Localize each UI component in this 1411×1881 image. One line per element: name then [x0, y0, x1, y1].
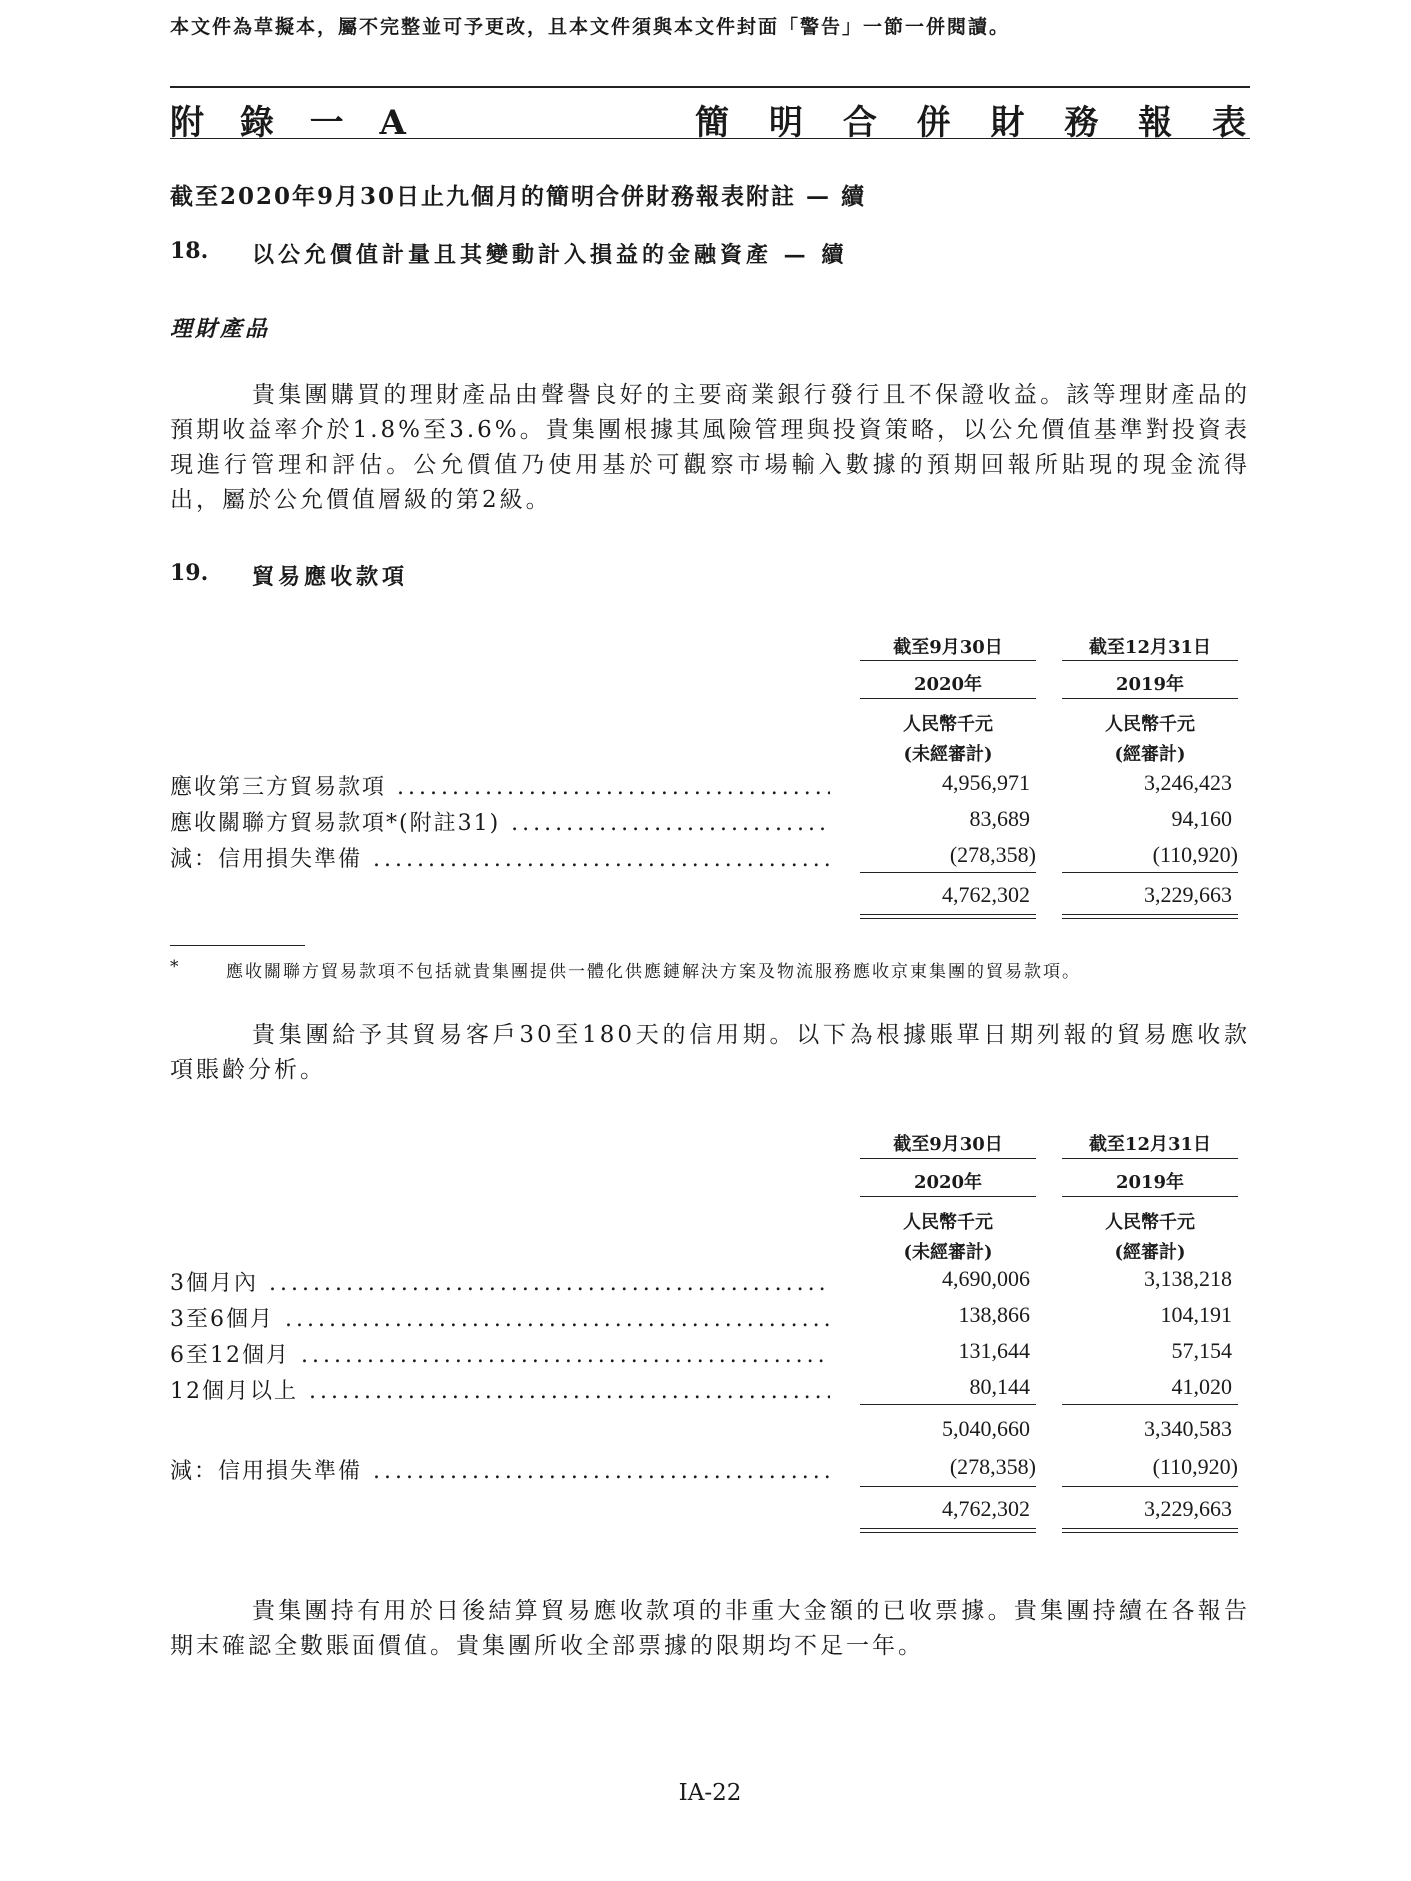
footnote-text: 應收關聯方貿易款項不包括就貴集團提供一體化供應鏈解決方案及物流服務應收京東集團的貿易款項。 — [226, 962, 1081, 982]
t2-row-value: 138,866 — [958, 1302, 1030, 1327]
t2-row-value: 41,020 — [1171, 1374, 1232, 1399]
document-page — [170, 0, 1260, 1881]
appendix-label: 附 錄 一 A — [170, 103, 418, 143]
page-subtitle: 截至2020年9月30日止九個月的簡明合併財務報表附註 — 續 — [170, 183, 867, 210]
t2-row-label: 3至6個月 ..... — [170, 1302, 830, 1333]
t2-row-value: 80,144 — [969, 1374, 1030, 1399]
header-rule-top — [170, 86, 1250, 88]
wealth-products-heading: 理財產品 — [170, 316, 271, 342]
draft-warning: 本文件為草擬本，屬不完整並可予更改，且本文件須與本文件封面「警告」一節一併閱讀。 — [170, 16, 1011, 38]
t1-col1-year-rule — [860, 698, 1036, 699]
t2-col2-unit: 人民幣千元 — [1105, 1212, 1195, 1233]
section-18-number: 18. — [170, 238, 209, 264]
t2-col1-year-rule — [860, 1196, 1036, 1197]
t2-total-rule — [860, 1486, 1036, 1487]
t1-row-value: 3,246,423 — [1144, 770, 1232, 795]
t2-total-rule — [1062, 1486, 1238, 1487]
page-number: IA-22 — [678, 1780, 742, 1806]
t1-row-value: 94,160 — [1171, 806, 1232, 831]
t2-subtotal-value: 3,340,583 — [1144, 1416, 1232, 1441]
t2-total-double-rule — [860, 1528, 1036, 1533]
t2-col1-audit: (未經審計) — [903, 1242, 993, 1263]
t1-col2-year-rule — [1062, 698, 1238, 699]
t2-total-value: 3,229,663 — [1144, 1496, 1232, 1521]
t1-row-value: (278,358) — [949, 842, 1036, 867]
t1-row-label: 減：信用損失準備 ..... — [170, 842, 830, 873]
wealth-products-paragraph: 貴集團購買的理財產品由聲譽良好的主要商業銀行發行且不保證收益。該等理財產品的預期收益率介於1.8%至3.6%。貴集團根據其風險管理與投資策略，以公允價值基準對投資表現進行管理和評估。公允價值乃使用基於可觀察市場輸入數據的預期回報所貼現的現金流得出，屬於公允價值層級的第2級。 — [170, 382, 1250, 513]
t1-col1-audit: (未經審計) — [903, 744, 993, 765]
t1-row-value: 83,689 — [969, 806, 1030, 831]
t2-total-value: 4,762,302 — [942, 1496, 1030, 1521]
t2-less-label: 減：信用損失準備 ..... — [170, 1454, 830, 1485]
t2-less-value: (278,358) — [949, 1454, 1036, 1479]
t2-row-value: 3,138,218 — [1144, 1266, 1232, 1291]
t2-row-value: 57,154 — [1171, 1338, 1232, 1363]
t1-col2-unit: 人民幣千元 — [1105, 714, 1195, 735]
t1-subtotal-rule — [860, 872, 1036, 873]
t2-row-label: 3個月內 ..... — [170, 1266, 830, 1297]
t2-subtotal-value: 5,040,660 — [942, 1416, 1030, 1441]
t2-col1-rule — [860, 1158, 1036, 1159]
t2-col2-audit: (經審計) — [1114, 1242, 1186, 1263]
t1-row-value: (110,920) — [1152, 842, 1238, 867]
bills-paragraph: 貴集團持有用於日後結算貿易應收款項的非重大金額的已收票據。貴集團持續在各報告期末確認全數賬面價值。貴集團所收全部票據的限期均不足一年。 — [170, 1598, 1250, 1659]
t1-col1-unit: 人民幣千元 — [903, 714, 993, 735]
t2-col2-year-rule — [1062, 1196, 1238, 1197]
footnote-rule — [170, 945, 305, 946]
t2-col1-unit: 人民幣千元 — [903, 1212, 993, 1233]
t1-col1-period: 截至9月30日 — [893, 637, 1003, 658]
t2-row-value: 131,644 — [958, 1338, 1030, 1363]
t1-col2-year: 2019年 — [1115, 674, 1185, 695]
t1-col2-period: 截至12月31日 — [1088, 637, 1212, 658]
t1-total-double-rule — [1062, 914, 1238, 919]
t2-less-value: (110,920) — [1152, 1454, 1238, 1479]
t1-total-double-rule — [860, 914, 1036, 919]
t1-col1-year: 2020年 — [913, 674, 983, 695]
section-19-title: 貿易應收款項 — [252, 564, 409, 590]
t2-col2-year: 2019年 — [1115, 1172, 1185, 1193]
t1-total-value: 3,229,663 — [1144, 882, 1232, 907]
t1-col2-audit: (經審計) — [1114, 744, 1186, 765]
t1-col1-rule — [860, 660, 1036, 661]
t2-subtotal-rule — [860, 1404, 1036, 1405]
t2-total-double-rule — [1062, 1528, 1238, 1533]
section-19-number: 19. — [170, 560, 209, 586]
t2-col1-year: 2020年 — [913, 1172, 983, 1193]
section-18-title: 以公允價值計量且其變動計入損益的金融資產 — 續 — [252, 242, 848, 268]
footnote-mark: * — [170, 957, 179, 977]
t1-col2-rule — [1062, 660, 1238, 661]
t2-subtotal-rule — [1062, 1404, 1238, 1405]
report-title: 簡 明 合 併 財 務 報 表 — [695, 103, 1260, 143]
t2-row-label: 6至12個月 ..... — [170, 1338, 830, 1369]
t2-row-value: 104,191 — [1160, 1302, 1232, 1327]
t2-col2-period: 截至12月31日 — [1088, 1134, 1212, 1155]
credit-period-paragraph: 貴集團給予其貿易客戶30至180天的信用期。以下為根據賬單日期列報的貿易應收款項賬齡分析。 — [170, 1022, 1250, 1083]
t1-row-label: 應收關聯方貿易款項*(附註31) ..... — [170, 806, 830, 837]
t2-row-value: 4,690,006 — [942, 1266, 1030, 1291]
t2-row-label: 12個月以上 ..... — [170, 1374, 830, 1405]
t2-col2-rule — [1062, 1158, 1238, 1159]
t1-row-label: 應收第三方貿易款項 ..... — [170, 770, 830, 801]
t1-subtotal-rule — [1062, 872, 1238, 873]
t1-row-value: 4,956,971 — [942, 770, 1030, 795]
t2-col1-period: 截至9月30日 — [893, 1134, 1003, 1155]
t1-total-value: 4,762,302 — [942, 882, 1030, 907]
header-rule-bottom — [170, 138, 1250, 139]
